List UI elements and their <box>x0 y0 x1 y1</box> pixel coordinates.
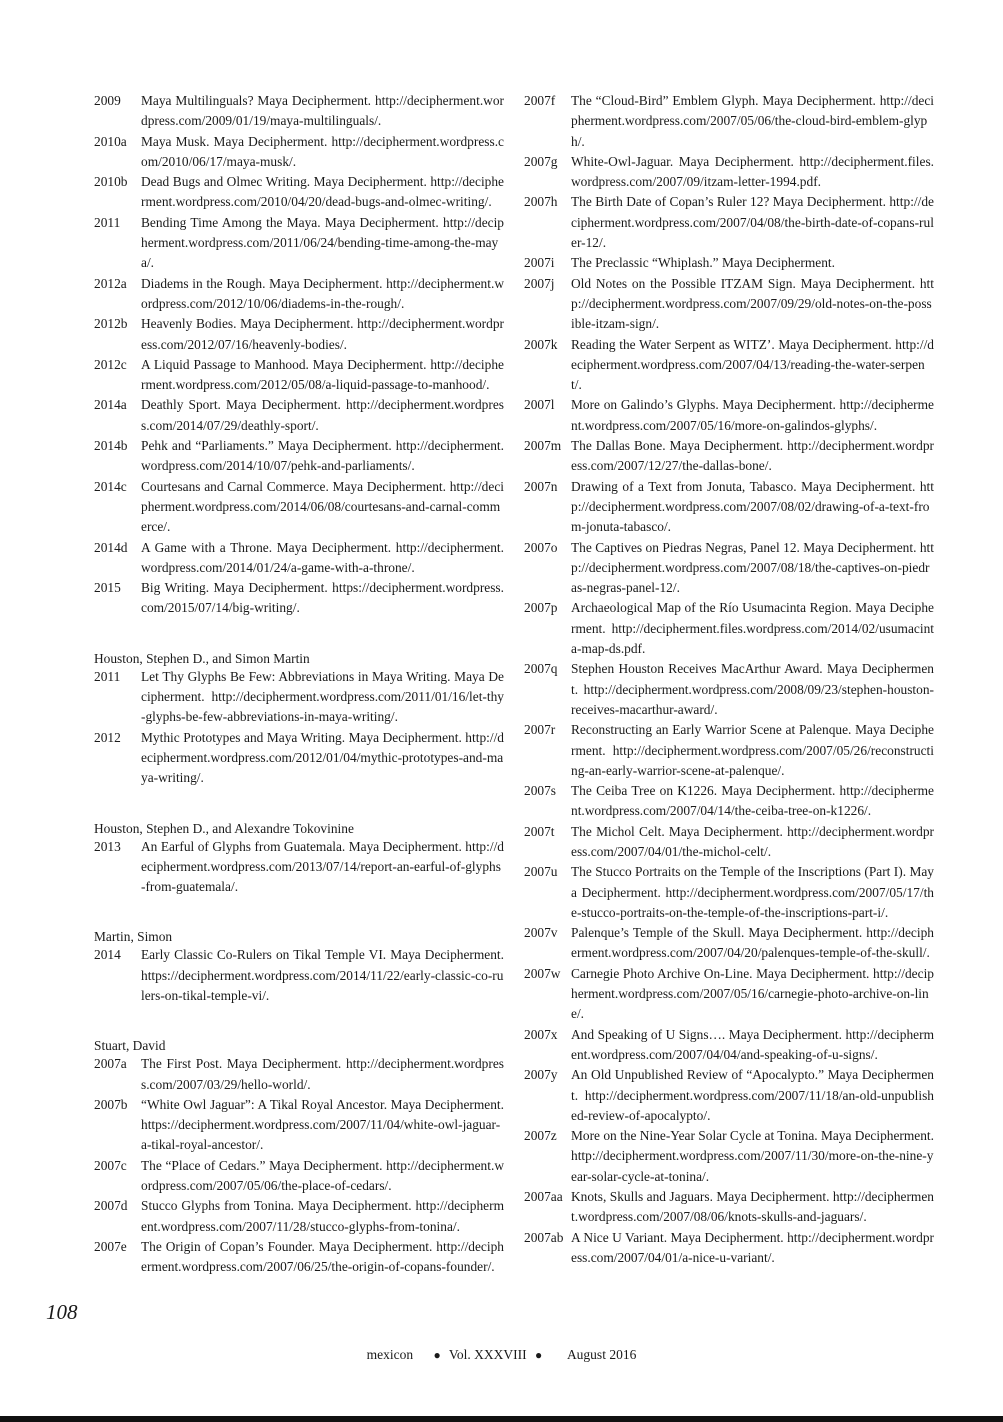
reference-entry <box>524 781 934 822</box>
author-heading: Houston, Stephen D., and Simon Martin <box>94 650 310 666</box>
reference-text: The Origin of Copan’s Founder. Maya Decipherment. http://decipherment.wordpress.com/2007/06/25/the-origin-of-copans-founder/. <box>141 1238 504 1275</box>
reference-entry <box>94 945 504 1006</box>
reference-year: 2010a <box>94 133 127 149</box>
reference-year: 2007x <box>524 1026 558 1042</box>
reference-year: 2014 <box>94 947 121 963</box>
reference-text: Courtesans and Carnal Commerce. Maya Decipherment. http://decipherment.wordpress.com/2014/06/08/courtesans-and-carnal-commerce/. <box>141 478 504 535</box>
reference-entry <box>94 837 504 898</box>
reference-text: The Stucco Portraits on the Temple of the Inscriptions (Part I). Maya Decipherment. http://decipherment.wordpress.com/2007/05/17/the-stucco-portraits-on-the-temple-of-the-inscriptions-part-i/. <box>571 864 934 920</box>
reference-year: 2007e <box>94 1238 127 1254</box>
reference-entry <box>94 1196 504 1237</box>
reference-entry <box>524 253 934 273</box>
author-heading: Stuart, David <box>94 1038 166 1054</box>
reference-entry <box>94 1095 504 1156</box>
reference-text: Heavenly Bodies. Maya Decipherment. http://decipherment.wordpress.com/2012/07/16/heavenly-bodies/. <box>141 316 504 352</box>
reference-year: 2012 <box>94 729 121 745</box>
reference-entry <box>524 477 934 538</box>
reference-entry <box>524 923 934 964</box>
reference-text: Reading the Water Serpent as WITZ’. Maya Decipherment. http://decipherment.wordpress.com/2007/04/13/reading-the-water-serpent/. <box>571 336 934 393</box>
author-heading: Houston, Stephen D., and Alexandre Tokovinine <box>94 820 354 836</box>
reference-year: 2007h <box>524 194 558 210</box>
reference-text: Reconstructing an Early Warrior Scene at Palenque. Maya Decipherment. http://decipherment.wordpress.com/2007/05/26/reconstructing-an-early-warrior-scene-at-palenque/. <box>571 722 934 778</box>
bibliography-left-column <box>94 91 504 1278</box>
reference-year: 2007n <box>524 478 558 494</box>
reference-entry <box>94 667 504 728</box>
reference-year: 2007m <box>524 438 562 454</box>
reference-entry <box>94 1156 504 1197</box>
reference-entry <box>94 728 504 789</box>
reference-year: 2007b <box>94 1096 128 1112</box>
reference-entry <box>94 578 504 619</box>
reference-year: 2007f <box>524 93 556 108</box>
reference-text: Mythic Prototypes and Maya Writing. Maya Decipherment. http://decipherment.wordpress.com/2012/01/04/mythic-prototypes-and-maya-writing/. <box>141 729 504 786</box>
author-heading: Martin, Simon <box>94 929 173 945</box>
reference-year: 2009 <box>94 93 121 108</box>
reference-text: Deathly Sport. Maya Decipherment. http://decipherment.wordpress.com/2014/07/29/deathly-sport/. <box>141 397 504 433</box>
footer-bullet: ● <box>433 1348 441 1362</box>
reference-year: 2007s <box>524 783 556 799</box>
reference-text: Stucco Glyphs from Tonina. Maya Decipherment. http://decipherment.wordpress.com/2007/11/28/stucco-glyphs-from-tonina/. <box>141 1198 504 1234</box>
page-number: 108 <box>46 1300 78 1324</box>
reference-text: Pehk and “Parliaments.” Maya Decipherment. http://decipherment.wordpress.com/2014/10/07/pehk-and-parliaments/. <box>141 438 504 474</box>
reference-entry <box>94 477 504 538</box>
reference-entry <box>94 91 504 132</box>
reference-text: White-Owl-Jaguar. Maya Decipherment. http://decipherment.files.wordpress.com/2007/09/itzam-letter-1994.pdf. <box>571 153 934 190</box>
reference-text: A Nice U Variant. Maya Decipherment. http://decipherment.wordpress.com/2007/04/01/a-nice-u-variant/. <box>571 1229 934 1265</box>
reference-entry <box>524 1025 934 1066</box>
reference-year: 2007q <box>524 661 558 677</box>
reference-entry <box>524 862 934 923</box>
reference-text: “White Owl Jaguar”: A Tikal Royal Ancestor. Maya Decipherment. https://decipherment.wordpress.com/2007/11/04/white-owl-jaguar-a-tikal-royal-ancestor/. <box>141 1096 504 1153</box>
reference-entry <box>94 538 504 579</box>
reference-year: 2007aa <box>524 1189 563 1205</box>
reference-entry <box>524 152 934 193</box>
reference-entry <box>94 395 504 436</box>
reference-entry <box>94 132 504 173</box>
reference-text: Bending Time Among the Maya. Maya Decipherment. http://decipherment.wordpress.com/2011/06/24/bending-time-among-the-maya/. <box>141 214 504 271</box>
reference-year: 2007v <box>524 925 558 941</box>
reference-entry <box>524 192 934 253</box>
issue-date: August 2016 <box>566 1347 637 1362</box>
reference-year: 2007z <box>524 1128 557 1144</box>
reference-entry <box>524 598 934 659</box>
reference-text: Stephen Houston Receives MacArthur Award. Maya Decipherment. http://decipherment.wordpress.com/2008/09/23/stephen-houston-receives-macarthur-award/. <box>571 661 934 717</box>
reference-text: The “Cloud-Bird” Emblem Glyph. Maya Decipherment. http://decipherment.wordpress.com/2007/05/06/the-cloud-bird-emblem-glyph/. <box>571 93 934 149</box>
reference-entry <box>94 355 504 396</box>
reference-entry <box>94 314 504 355</box>
reference-entry <box>524 335 934 396</box>
reference-text: And Speaking of U Signs…. Maya Decipherment. http://decipherment.wordpress.com/2007/04/04/and-speaking-of-u-signs/. <box>571 1026 934 1062</box>
reference-year: 2012a <box>94 275 127 291</box>
reference-text: An Earful of Glyphs from Guatemala. Maya Decipherment. http://decipherment.wordpress.com/2013/07/14/report-an-earful-of-glyphs-from-guatemala/. <box>141 838 504 895</box>
reference-year: 2007c <box>94 1157 127 1173</box>
reference-text: An Old Unpublished Review of “Apocalypto.” Maya Decipherment. http://decipherment.wordpress.com/2007/11/18/an-old-unpublished-review-of-apocalypto/. <box>571 1067 934 1123</box>
reference-year: 2014a <box>94 397 127 413</box>
reference-year: 2007ab <box>524 1229 564 1245</box>
reference-text: The “Place of Cedars.” Maya Decipherment. http://decipherment.wordpress.com/2007/05/06/the-place-of-cedars/. <box>141 1157 504 1194</box>
reference-year: 2012c <box>94 356 127 372</box>
reference-text: The Birth Date of Copan’s Ruler 12? Maya Decipherment. http://decipherment.wordpress.com/2007/04/08/the-birth-date-of-copans-ruler-12/. <box>571 194 934 251</box>
reference-text: The Michol Celt. Maya Decipherment. http://decipherment.wordpress.com/2007/04/01/the-michol-celt/. <box>571 823 934 859</box>
reference-year: 2007d <box>94 1198 128 1214</box>
reference-year: 2011 <box>94 668 121 684</box>
reference-text: Let Thy Glyphs Be Few: Abbreviations in Maya Writing. Maya Decipherment. http://decipherment.wordpress.com/2011/01/16/let-thy-glyphs-be-few-abbreviations-in-maya-writing/. <box>141 668 504 725</box>
reference-entry <box>524 659 934 720</box>
reference-year: 2007g <box>524 153 558 169</box>
reference-year: 2010b <box>94 174 128 190</box>
reference-entry <box>94 1054 504 1095</box>
reference-year: 2015 <box>94 580 121 596</box>
reference-text: Carnegie Photo Archive On-Line. Maya Decipherment. http://decipherment.wordpress.com/2007/05/16/carnegie-photo-archive-on-line/. <box>571 965 934 1022</box>
reference-text: The Dallas Bone. Maya Decipherment. http://decipherment.wordpress.com/2007/12/27/the-dallas-bone/. <box>571 438 934 474</box>
reference-year: 2007i <box>524 255 555 271</box>
reference-entry <box>524 822 934 863</box>
reference-text: The First Post. Maya Decipherment. http://decipherment.wordpress.com/2007/03/29/hello-world/. <box>141 1056 504 1092</box>
bibliography-right-column <box>524 91 934 1268</box>
reference-entry <box>524 91 934 152</box>
reference-text: Maya Multilinguals? Maya Decipherment. http://decipherment.wordpress.com/2009/01/19/maya-multilinguals/. <box>141 93 504 129</box>
page-footer <box>0 1347 1003 1363</box>
reference-text: The Captives on Piedras Negras, Panel 12. Maya Decipherment. http://decipherment.wordpress.com/2007/08/18/the-captives-on-piedras-negras-panel-12/. <box>571 539 934 596</box>
reference-year: 2007o <box>524 539 558 555</box>
bottom-rule <box>0 1416 1003 1422</box>
reference-year: 2014b <box>94 438 128 454</box>
reference-text: Drawing of a Text from Jonuta, Tabasco. Maya Decipherment. http://decipherment.wordpress.com/2007/08/02/drawing-of-a-text-from-jonuta-tabasco/. <box>571 478 934 535</box>
footer-bullet: ● <box>535 1348 543 1362</box>
reference-entry <box>94 274 504 315</box>
reference-entry <box>94 1237 504 1278</box>
reference-text: Old Notes on the Possible ITZAM Sign. Maya Decipherment. http://decipherment.wordpress.com/2007/09/29/old-notes-on-the-possible-itzam-sign/. <box>571 275 934 332</box>
reference-entry <box>524 436 934 477</box>
reference-entry <box>524 395 934 436</box>
reference-entry <box>524 1065 934 1126</box>
journal-volume: Vol. XXXVIII <box>448 1347 527 1362</box>
reference-text: Palenque’s Temple of the Skull. Maya Decipherment. http://decipherment.wordpress.com/2007/04/20/palenques-temple-of-the-skull/. <box>571 925 934 961</box>
reference-entry <box>94 436 504 477</box>
reference-text: More on Galindo’s Glyphs. Maya Decipherment. http://decipherment.wordpress.com/2007/05/16/more-on-galindos-glyphs/. <box>571 397 934 433</box>
reference-year: 2007u <box>524 864 558 880</box>
reference-text: Early Classic Co-Rulers on Tikal Temple VI. Maya Decipherment. https://decipherment.wordpress.com/2014/11/22/early-classic-co-rulers-on-tikal-temple-vi/. <box>141 947 504 1003</box>
reference-entry <box>524 1228 934 1269</box>
reference-year: 2007a <box>94 1056 127 1072</box>
reference-entry <box>524 1126 934 1187</box>
reference-year: 2007w <box>524 965 561 981</box>
reference-year: 2007l <box>524 397 555 413</box>
reference-text: Knots, Skulls and Jaguars. Maya Decipherment. http://decipherment.wordpress.com/2007/08/06/knots-skulls-and-jaguars/. <box>571 1189 934 1225</box>
reference-year: 2014c <box>94 478 127 494</box>
reference-text: Big Writing. Maya Decipherment. https://decipherment.wordpress.com/2015/07/14/big-writing/. <box>141 580 504 616</box>
reference-year: 2007t <box>524 823 555 839</box>
reference-year: 2007j <box>524 275 555 291</box>
reference-year: 2007y <box>524 1067 558 1083</box>
reference-text: A Game with a Throne. Maya Decipherment. http://decipherment.wordpress.com/2014/01/24/a-game-with-a-throne/. <box>141 539 504 575</box>
journal-name: mexicon <box>366 1347 414 1362</box>
reference-text: Maya Musk. Maya Decipherment. http://decipherment.wordpress.com/2010/06/17/maya-musk/. <box>141 133 504 169</box>
reference-year: 2007r <box>524 722 556 738</box>
reference-entry <box>94 172 504 213</box>
reference-entry <box>524 1187 934 1228</box>
reference-year: 2007p <box>524 600 558 616</box>
reference-text: More on the Nine-Year Solar Cycle at Tonina. Maya Decipherment. http://decipherment.wordpress.com/2007/11/30/more-on-the-nine-year-solar-cycle-at-tonina/. <box>571 1128 934 1184</box>
reference-text: The Ceiba Tree on K1226. Maya Decipherment. http://decipherment.wordpress.com/2007/04/14/the-ceiba-tree-on-k1226/. <box>571 783 934 819</box>
reference-year: 2011 <box>94 214 121 230</box>
reference-entry <box>524 720 934 781</box>
reference-text: Dead Bugs and Olmec Writing. Maya Decipherment. http://decipherment.wordpress.com/2010/04/20/dead-bugs-and-olmec-writing/. <box>141 174 504 210</box>
reference-entry <box>524 274 934 335</box>
reference-entry <box>94 213 504 274</box>
reference-entry <box>524 964 934 1025</box>
reference-year: 2007k <box>524 336 558 352</box>
reference-year: 2012b <box>94 316 128 332</box>
reference-year: 2014d <box>94 539 128 555</box>
reference-entry <box>524 538 934 599</box>
reference-text: Archaeological Map of the Río Usumacinta Region. Maya Decipherment. http://decipherment.files.wordpress.com/2014/02/usumacinta-map-ds.pdf. <box>571 600 934 657</box>
reference-text: Diadems in the Rough. Maya Decipherment. http://decipherment.wordpress.com/2012/10/06/diadems-in-the-rough/. <box>141 275 504 311</box>
reference-text: A Liquid Passage to Manhood. Maya Decipherment. http://decipherment.wordpress.com/2012/05/08/a-liquid-passage-to-manhood/. <box>141 356 504 393</box>
reference-year: 2013 <box>94 838 121 854</box>
reference-text: The Preclassic “Whiplash.” Maya Decipherment. <box>571 255 835 271</box>
